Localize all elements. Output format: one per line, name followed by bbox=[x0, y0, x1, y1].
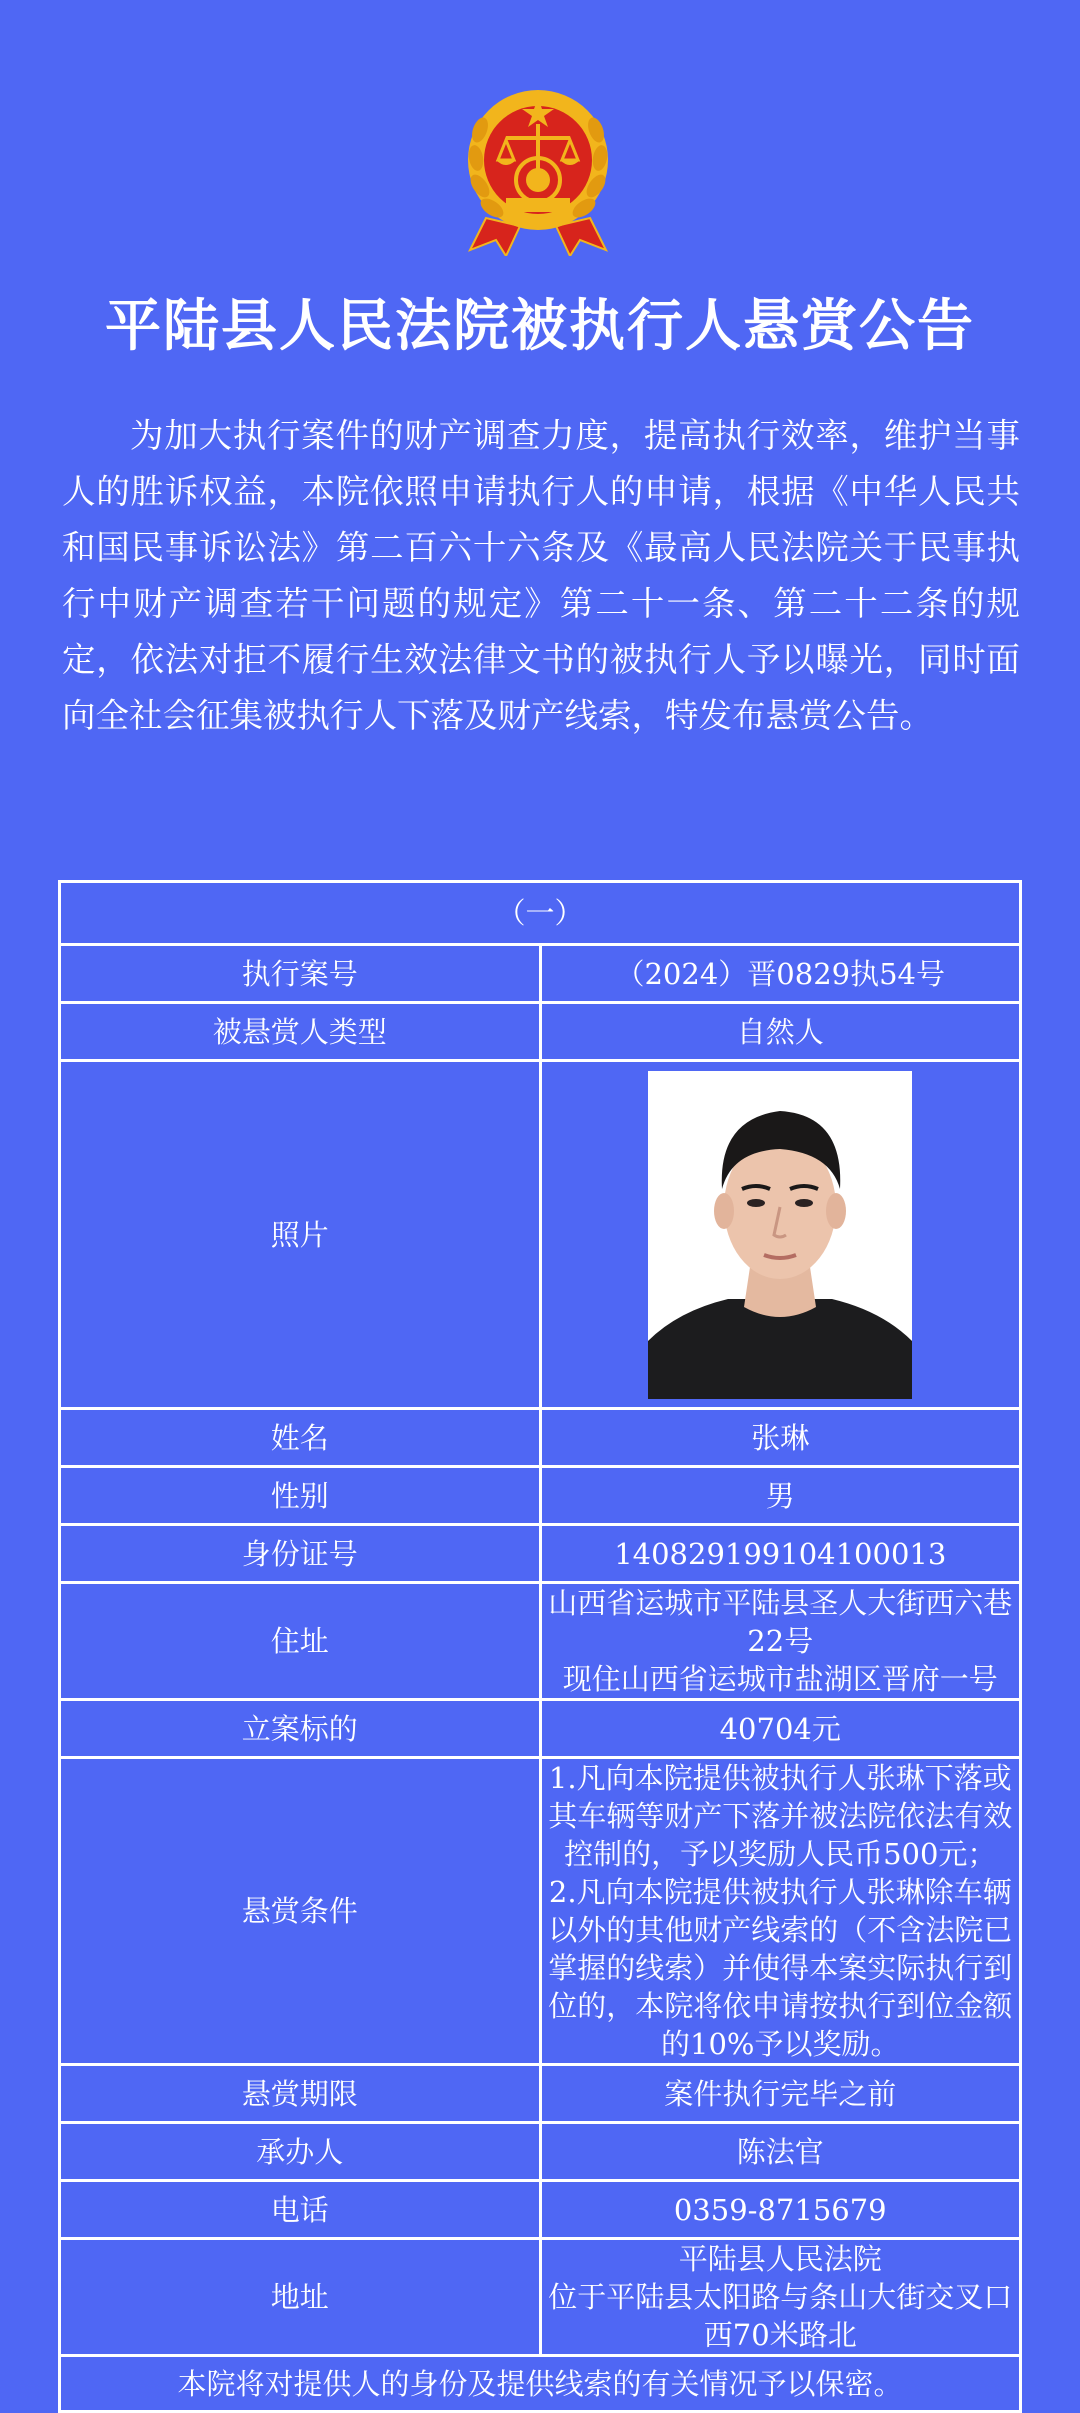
page-title: 平陆县人民法院被执行人悬赏公告 bbox=[105, 293, 975, 359]
table-row bbox=[60, 1409, 1021, 1467]
address-value bbox=[540, 1583, 1021, 1700]
gender-label: 性别 bbox=[60, 1467, 541, 1525]
table-row bbox=[60, 1003, 1021, 1061]
bounty-info-table bbox=[58, 880, 1022, 2413]
gender-value: 男 bbox=[540, 1467, 1021, 1525]
intro-paragraph: 为加大执行案件的财产调查力度，提高执行效率，维护当事人的胜诉权益，本院依照申请执行人的申请，根据《中华人民共和国民事诉讼法》第二百六十六条及《最高人民法院关于民事执行中财产调查若干问题的规定》第二十一条、第二十二条的规定，依法对拒不履行生效法律文书的被执行人予以曝光，同时面向全社会征集被执行人下落及财产线索，特发布悬赏公告。 bbox=[62, 416, 1020, 735]
person-type-label: 被悬赏人类型 bbox=[60, 1003, 541, 1061]
handler-label: 承办人 bbox=[60, 2123, 541, 2181]
amount-label: 立案标的 bbox=[60, 1700, 541, 1758]
case-number-label: 执行案号 bbox=[60, 945, 541, 1003]
period-label: 悬赏期限 bbox=[60, 2065, 541, 2123]
table-row bbox=[60, 1061, 1021, 1409]
address-line-2: 现住山西省运城市盐湖区晋府一号 bbox=[562, 1662, 998, 1696]
name-label: 姓名 bbox=[60, 1409, 541, 1467]
address-line-1: 山西省运城市平陆县圣人大街西六巷22号 bbox=[548, 1586, 1013, 1658]
photo-label: 照片 bbox=[60, 1061, 541, 1409]
reward-conditions-label: 悬赏条件 bbox=[60, 1758, 541, 2065]
phone-label: 电话 bbox=[60, 2181, 541, 2239]
id-number-label: 身份证号 bbox=[60, 1525, 541, 1583]
table-row bbox=[60, 2181, 1021, 2239]
period-value: 案件执行完毕之前 bbox=[540, 2065, 1021, 2123]
table-row bbox=[60, 945, 1021, 1003]
photo-cell bbox=[540, 1061, 1021, 1409]
table-row bbox=[60, 1700, 1021, 1758]
table-row bbox=[60, 882, 1021, 945]
table-row bbox=[60, 2065, 1021, 2123]
table-row bbox=[60, 1525, 1021, 1583]
table-row bbox=[60, 1758, 1021, 2065]
table-row bbox=[60, 1583, 1021, 1700]
id-number-value: 140829199104100013 bbox=[540, 1525, 1021, 1583]
section-number: （一） bbox=[60, 882, 1021, 945]
person-photo bbox=[648, 1071, 912, 1399]
case-number-value: （2024）晋0829执54号 bbox=[540, 945, 1021, 1003]
location-line-1: 平陆县人民法院 bbox=[678, 2242, 882, 2276]
table-row bbox=[60, 2239, 1021, 2356]
table-row bbox=[60, 1467, 1021, 1525]
handler-value: 陈法官 bbox=[540, 2123, 1021, 2181]
location-line-2: 位于平陆县太阳路与条山大街交叉口西70米路北 bbox=[548, 2280, 1013, 2352]
name-value: 张琳 bbox=[540, 1409, 1021, 1467]
table-row bbox=[60, 2356, 1021, 2412]
reward-condition-2: 2.凡向本院提供被执行人张琳除车辆以外的其他财产线索的（不含法院已掌握的线索）并使得本案实际执行到位的，本院将依申请按执行到位金额的10%予以奖励。 bbox=[548, 1875, 1013, 2061]
amount-value: 40704元 bbox=[540, 1700, 1021, 1758]
reward-conditions-value bbox=[540, 1758, 1021, 2065]
table-row bbox=[60, 2123, 1021, 2181]
address-label: 住址 bbox=[60, 1583, 541, 1700]
location-value bbox=[540, 2239, 1021, 2356]
reward-condition-1: 1.凡向本院提供被执行人张琳下落或其车辆等财产下落并被法院依法有效控制的，予以奖励人民币500元； bbox=[548, 1761, 1013, 1871]
court-emblem-icon bbox=[462, 80, 614, 256]
phone-value: 0359-8715679 bbox=[540, 2181, 1021, 2239]
confidentiality-note: 本院将对提供人的身份及提供线索的有关情况予以保密。 bbox=[60, 2356, 1021, 2412]
person-type-value: 自然人 bbox=[540, 1003, 1021, 1061]
location-label: 地址 bbox=[60, 2239, 541, 2356]
